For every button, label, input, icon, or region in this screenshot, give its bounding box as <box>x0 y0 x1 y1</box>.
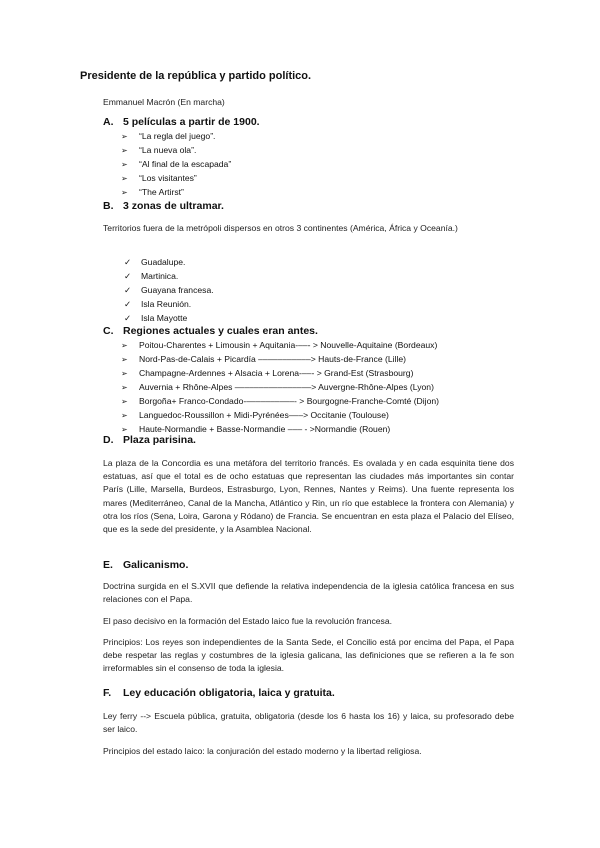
section-f-heading <box>103 687 335 699</box>
checkmark-bullet-icon: ✓ <box>124 257 132 267</box>
arrow-bullet-icon: ➢ <box>121 369 128 378</box>
arrow-bullet-icon: ➢ <box>121 397 128 406</box>
section-c-heading <box>103 325 318 337</box>
list-item: ✓ Guayana francesa. <box>124 285 214 295</box>
section-a-title: 5 películas a partir de 1900. <box>123 116 260 128</box>
section-a-letter: A. <box>103 116 114 128</box>
section-d-title: Plaza parisina. <box>123 434 196 446</box>
section-d-heading <box>103 434 196 446</box>
document-title: Presidente de la república y partido político. <box>80 70 312 82</box>
arrow-bullet-icon: ➢ <box>121 132 128 141</box>
list-item: ✓ Isla Reunión. <box>124 299 192 309</box>
section-f-title: Ley educación obligatoria, laica y gratuita. <box>123 687 335 699</box>
list-item: ➢ Borgoña+ Franco-Condado-––––––––––- > Bourgogne-Franche-Comté (Dijon) <box>121 396 440 406</box>
arrow-bullet-icon: ➢ <box>121 188 128 197</box>
list-item: ➢ Champagne-Ardennes + Alsacia + Lorena-––- > Grand-Est (Strasbourg) <box>121 368 414 378</box>
list-item: ➢ Nord-Pas-de-Calais + Picardía –––––––––––> Hauts-de-France (Lille) <box>121 354 407 364</box>
arrow-bullet-icon: ➢ <box>121 411 128 420</box>
president-line: Emmanuel Macrón (En marcha) <box>103 97 225 107</box>
arrow-bullet-icon: ➢ <box>121 174 128 183</box>
arrow-bullet-icon: ➢ <box>121 425 128 434</box>
list-item: ➢ “Al final de la escapada” <box>121 159 232 169</box>
section-b-letter: B. <box>103 200 114 212</box>
arrow-bullet-icon: ➢ <box>121 355 128 364</box>
section-e-paragraph: El paso decisivo en la formación del Estado laico fue la revolución francesa. <box>103 616 393 626</box>
list-item: ✓ Martinica. <box>124 271 179 281</box>
section-d-paragraph: La plaza de la Concordia es una metáfora del territorio francés. Es ovalada y en cada esquinita tiene dos estatuas, así que el total es de ocho estatuas que representan las ciudades más importantes sin contar París (Lille, Marsella, Burdeos, Estrasburgo, Lyon, Rennes, Nantes y Reims). Una fuente representa los mares (Mediterráneo, Canal de la Mancha, Atlántico y Rin, un río que establece la frontera con Alemania) y otra los ríos (Sena, Loira, Garona y Ródano) de Francia. Se encuentran en esta plaza el Palacio del Elíseo, que es la sede del presidente, y la Asamblea Nacional. <box>103 458 514 535</box>
section-f-paragraph: Ley ferry --> Escuela pública, gratuita, obligatoria (desde los 6 hasta los 16) y laica, su profesorado debe ser laico. <box>103 711 514 735</box>
checkmark-bullet-icon: ✓ <box>124 313 132 323</box>
section-e-paragraph: Principios: Los reyes son independientes de la Santa Sede, el Concilio está por encima del Papa, el Papa debe respetar las reglas y costumbres de la iglesia galicana, las definiciones que se refieren a la fe son irreformables sin el consenso de toda la iglesia. <box>103 637 514 674</box>
list-item: ➢ “The Artirst” <box>121 187 184 197</box>
section-c-title: Regiones actuales y cuales eran antes. <box>123 325 318 337</box>
list-item: ✓ Guadalupe. <box>124 257 186 267</box>
arrow-bullet-icon: ➢ <box>121 146 128 155</box>
section-b-intro: Territorios fuera de la metrópoli dispersos en otros 3 continentes (América, África y Oceanía.) <box>103 223 458 233</box>
list-item: ➢ Haute-Normandie + Basse-Normandie ––– - >Normandie (Rouen) <box>121 424 391 434</box>
list-item: ➢ “Los visitantes” <box>121 173 197 183</box>
checkmark-bullet-icon: ✓ <box>124 285 132 295</box>
list-item: ➢ “La regla del juego”. <box>121 131 216 141</box>
section-e-letter: E. <box>103 559 113 571</box>
section-e-heading <box>103 559 188 571</box>
list-item: ✓ Isla Mayotte <box>124 313 188 323</box>
section-a-heading <box>103 116 260 128</box>
section-b-title: 3 zonas de ultramar. <box>123 200 224 212</box>
section-b-heading <box>103 200 224 212</box>
section-f-letter: F. <box>103 687 112 699</box>
arrow-bullet-icon: ➢ <box>121 383 128 392</box>
list-item: ➢ Languedoc-Roussillon + Midi-Pyrénées–––> Occitanie (Toulouse) <box>121 410 389 420</box>
list-item: ➢ Auvernia + Rhône-Alpes ––––––––––––––––> Auvergne-Rhône-Alpes (Lyon) <box>121 382 434 392</box>
checkmark-bullet-icon: ✓ <box>124 299 132 309</box>
list-item: ➢ “La nueva ola”. <box>121 145 197 155</box>
section-d-letter: D. <box>103 434 114 446</box>
section-f-paragraph: Principios del estado laico: la conjuración del estado moderno y la libertad religiosa. <box>103 746 422 756</box>
arrow-bullet-icon: ➢ <box>121 160 128 169</box>
section-c-letter: C. <box>103 325 114 337</box>
arrow-bullet-icon: ➢ <box>121 341 128 350</box>
list-item: ➢ Poitou-Charentes + Limousin + Aquitania-––- > Nouvelle-Aquitaine (Bordeaux) <box>121 340 438 350</box>
section-e-paragraph: Doctrina surgida en el S.XVII que defiende la relativa independencia de la iglesia católica francesa en sus relaciones con el Papa. <box>103 581 514 605</box>
section-e-title: Galicanismo. <box>123 559 189 571</box>
checkmark-bullet-icon: ✓ <box>124 271 132 281</box>
